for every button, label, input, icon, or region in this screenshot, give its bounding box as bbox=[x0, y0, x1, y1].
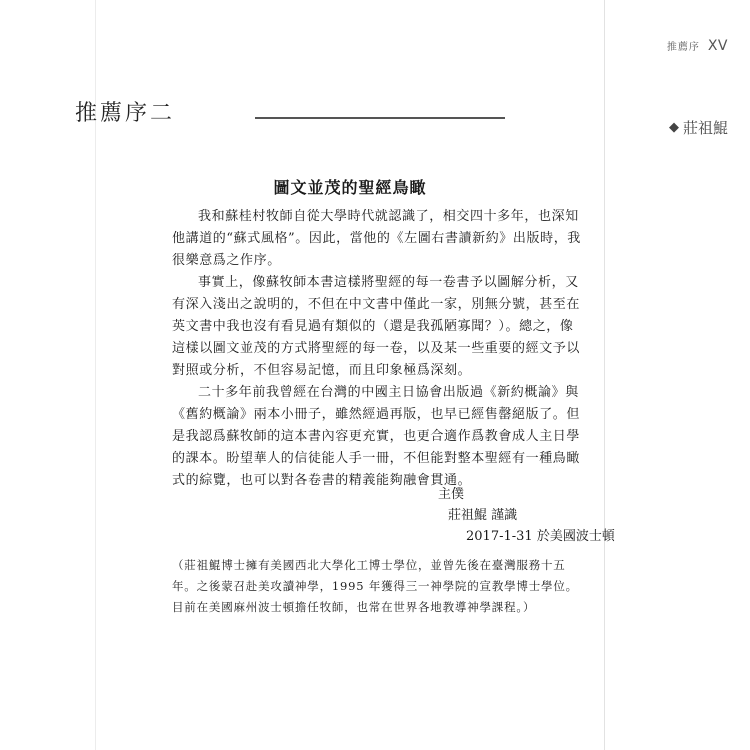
paragraph: 二十多年前我曾經在台灣的中國主日協會出版過《新約概論》與《舊約概論》兩本小冊子，雖然經過再版，也早已經售罄絕版了。但是我認爲蘇牧師的這本書內容更充實，也更合適作爲教會成人主日學的課本。盼望華人的信徒能人手一冊，不但能對整本聖經有一種鳥瞰式的綜覽，也可以對各卷書的精義能夠融會貫通。 bbox=[172, 385, 581, 488]
signature-line-servant: 主僕 bbox=[438, 487, 465, 502]
running-head-label: 推薦序 bbox=[666, 42, 700, 53]
running-head bbox=[667, 38, 728, 54]
article-heading: 圖文並茂的聖經鳥瞰 bbox=[273, 178, 427, 197]
page-number: XV bbox=[707, 38, 728, 54]
signature-line-name: 莊祖鯤 謹識 bbox=[448, 508, 518, 523]
signature-block bbox=[438, 484, 615, 547]
diamond-icon: ◆ bbox=[668, 120, 679, 135]
author-tag bbox=[669, 117, 728, 138]
signature-line-date: 2017-1-31 於美國波士頓 bbox=[466, 529, 615, 544]
article-body bbox=[172, 206, 582, 492]
author-name: 莊祖鯤 bbox=[682, 119, 728, 137]
section-title: 推薦序二 bbox=[75, 101, 176, 126]
paragraph: 我和蘇桂村牧師自從大學時代就認識了，相交四十多年，也深知他講道的“蘇式風格”。因此，當他的《左圖右書讀新約》出版時，我很樂意爲之作序。 bbox=[172, 209, 581, 268]
paragraph: 事實上，像蘇牧師本書這樣將聖經的每一卷書予以圖解分析，又有深入淺出之說明的，不但在中文書中僅此一家，別無分號，甚至在英文書中我也沒有看見過有類似的（還是我孤陋寡聞？）。總之，像這樣以圖文並茂的方式將聖經的每一卷，以及某一些重要的經文予以對照或分析，不但容易記憶，而且印象極爲深刻。 bbox=[172, 275, 581, 378]
author-bio-note: （莊祖鯤博士擁有美國西北大學化工博士學位，並曾先後在臺灣服務十五年。之後蒙召赴美攻讀神學，1995 年獲得三一神學院的宣教學博士學位。目前在美國麻州波士頓擔任牧師，也常在世界各地教導神學課程。） bbox=[172, 558, 578, 614]
title-divider bbox=[255, 117, 505, 119]
